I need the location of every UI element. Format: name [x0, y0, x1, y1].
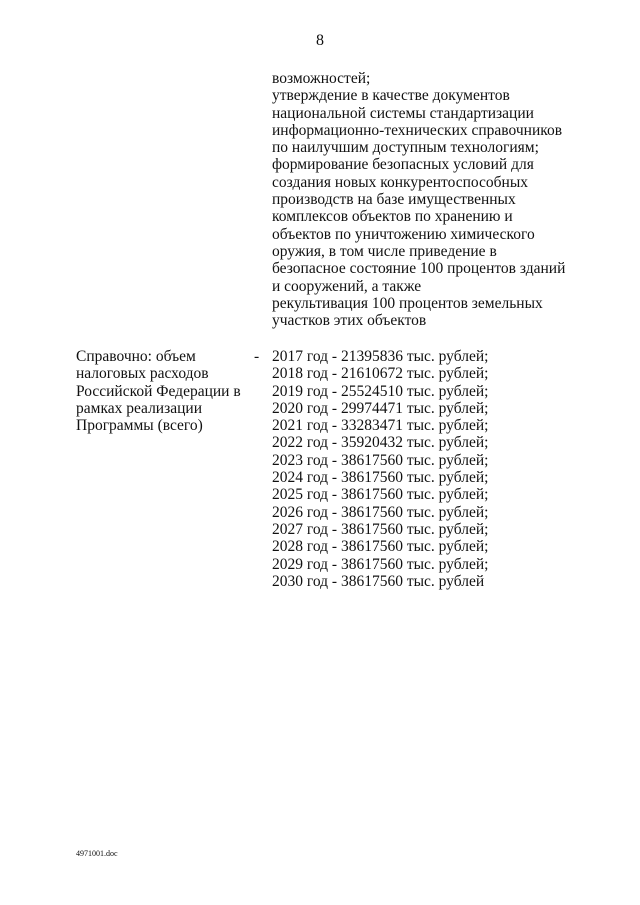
label-line: Российской Федерации в — [76, 382, 241, 400]
label-line: Программы (всего) — [76, 417, 203, 435]
reference-label — [76, 348, 241, 434]
text-line: по наилучшим доступным технологиям; — [272, 139, 539, 157]
text-line: и сооружений, а также — [272, 277, 422, 295]
year-value-line: 2017 год - 21395836 тыс. рублей; — [272, 348, 489, 365]
year-value-line: 2024 год - 38617560 тыс. рублей; — [272, 469, 489, 487]
year-value-line: 2030 год - 38617560 тыс. рублей — [272, 572, 485, 590]
year-value-line: 2022 год - 35920432 тыс. рублей; — [272, 434, 489, 452]
year-value-line: 2027 год - 38617560 тыс. рублей; — [272, 520, 489, 538]
reference-values — [272, 348, 488, 590]
text-line: утверждение в качестве документов — [272, 87, 510, 105]
label-line: рамках реализации — [76, 399, 202, 417]
text-line: безопасное состояние 100 процентов зданий — [272, 260, 566, 278]
year-value-line: 2019 год - 25524510 тыс. рублей; — [272, 382, 489, 400]
text-line: рекультивация 100 процентов земельных — [272, 294, 543, 312]
year-value-line: 2029 год - 38617560 тыс. рублей; — [272, 555, 489, 573]
text-line: формирование безопасных условий для — [272, 156, 534, 174]
text-line: производств на базе имущественных — [272, 191, 516, 209]
text-line: национальной системы стандартизации — [272, 104, 534, 122]
page-number: 8 — [316, 32, 324, 49]
text-line: возможностей; — [272, 70, 371, 87]
text-line: объектов по уничтожению химического — [272, 225, 535, 243]
year-value-line: 2020 год - 29974471 тыс. рублей; — [272, 399, 489, 417]
text-line: оружия, в том числе приведение в — [272, 242, 497, 260]
footer-file-name: 4971001.doc — [76, 849, 118, 858]
year-value-line: 2021 год - 33283471 тыс. рублей; — [272, 417, 489, 435]
year-value-line: 2025 год - 38617560 тыс. рублей; — [272, 486, 489, 504]
text-line: комплексов объектов по хранению и — [272, 208, 513, 226]
text-line: создания новых конкурентоспособных — [272, 173, 528, 191]
year-value-line: 2023 год - 38617560 тыс. рублей; — [272, 451, 489, 469]
year-value-line: 2026 год - 38617560 тыс. рублей; — [272, 503, 489, 521]
label-line: Справочно: объем — [76, 348, 196, 365]
label-line: налоговых расходов — [76, 365, 209, 383]
text-line: информационно-технических справочников — [272, 121, 563, 139]
continuation-text — [272, 70, 565, 329]
year-value-line: 2018 год - 21610672 тыс. рублей; — [272, 365, 489, 383]
separator-dash: - — [254, 348, 260, 365]
text-line: участков этих объектов — [272, 312, 427, 330]
year-value-line: 2028 год - 38617560 тыс. рублей; — [272, 538, 489, 556]
